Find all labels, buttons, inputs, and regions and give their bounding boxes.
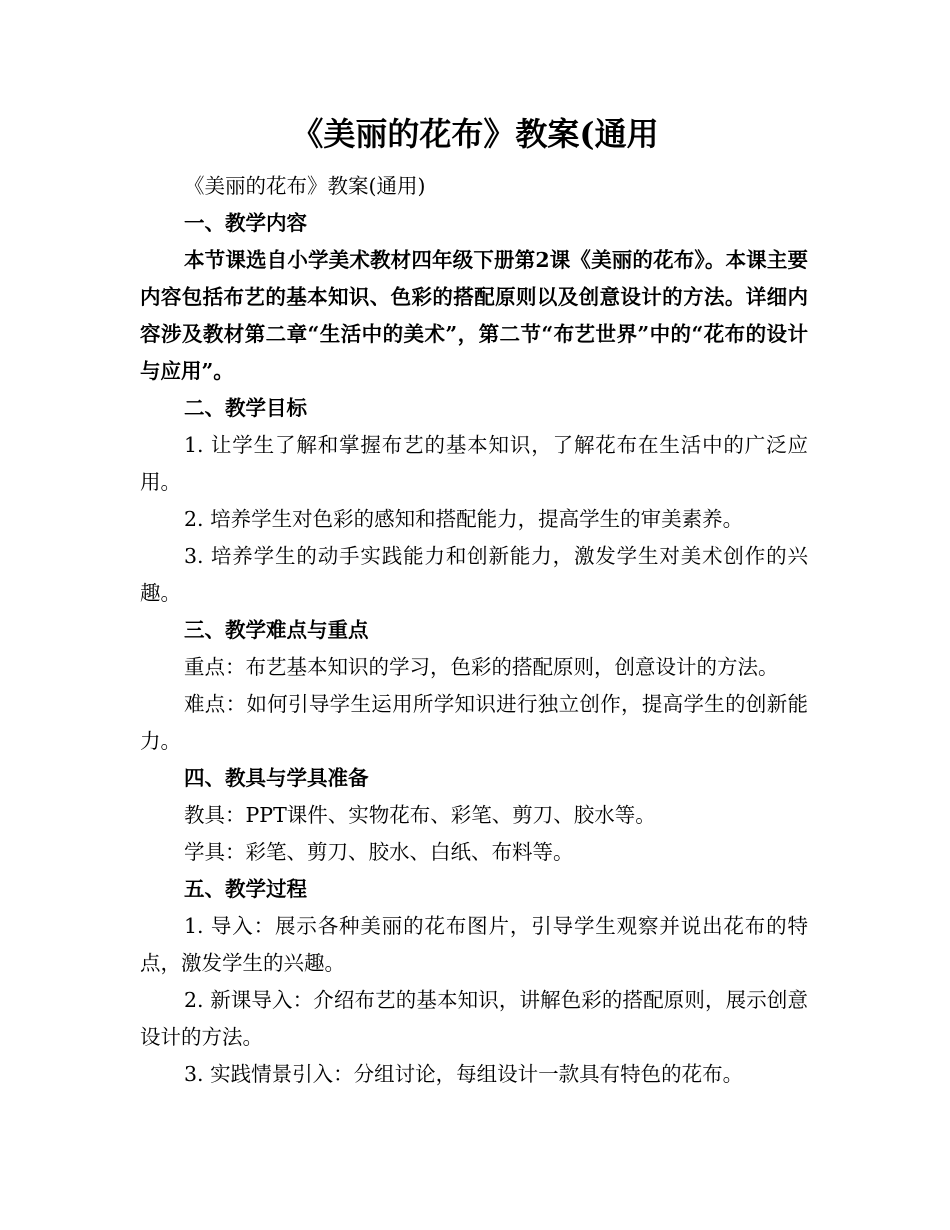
paragraph-student-tools: 学具：彩笔、剪刀、胶水、白纸、布料等。 xyxy=(184,840,574,864)
document-body xyxy=(140,168,808,1093)
paragraph-teacher-tools: 教具：PPT课件、实物花布、彩笔、剪刀、胶水等。 xyxy=(184,803,656,827)
paragraph-goal-2: 2. 培养学生对色彩的感知和搭配能力，提高学生的审美素养。 xyxy=(184,507,744,531)
paragraph-goal-1: 1. 让学生了解和掌握布艺的基本知识，了解花布在生活中的广泛应用。 xyxy=(140,433,808,494)
paragraph-key-point: 重点：布艺基本知识的学习，色彩的搭配原则，创意设计的方法。 xyxy=(184,655,779,679)
heading-teaching-process: 五、教学过程 xyxy=(184,877,307,901)
heading-teaching-goals: 二、教学目标 xyxy=(184,396,307,420)
paragraph-process-3: 3. 实践情景引入：分组讨论，每组设计一款具有特色的花布。 xyxy=(184,1062,744,1086)
document-title: 《美丽的花布》教案(通用 xyxy=(291,115,659,153)
paragraph-subtitle: 《美丽的花布》教案(通用) xyxy=(184,174,426,198)
heading-key-points: 三、教学难点与重点 xyxy=(184,618,369,642)
heading-tools: 四、教具与学具准备 xyxy=(184,766,369,790)
paragraph-process-1: 1. 导入：展示各种美丽的花布图片，引导学生观察并说出花布的特点，激发学生的兴趣。 xyxy=(140,914,808,975)
paragraph-difficulty: 难点：如何引导学生运用所学知识进行独立创作，提高学生的创新能力。 xyxy=(140,692,808,753)
heading-teaching-content: 一、教学内容 xyxy=(184,211,307,235)
paragraph-teaching-content: 本节课选自小学美术教材四年级下册第2课《美丽的花布》。本课主要内容包括布艺的基本知识、色彩的搭配原则以及创意设计的方法。详细内容涉及教材第二章“生活中的美术”，第二节“布艺世界”中的“花布的设计与应用”。 xyxy=(140,248,808,383)
paragraph-goal-3: 3. 培养学生的动手实践能力和创新能力，激发学生对美术创作的兴趣。 xyxy=(140,544,808,605)
paragraph-process-2: 2. 新课导入：介绍布艺的基本知识，讲解色彩的搭配原则，展示创意设计的方法。 xyxy=(140,988,808,1049)
